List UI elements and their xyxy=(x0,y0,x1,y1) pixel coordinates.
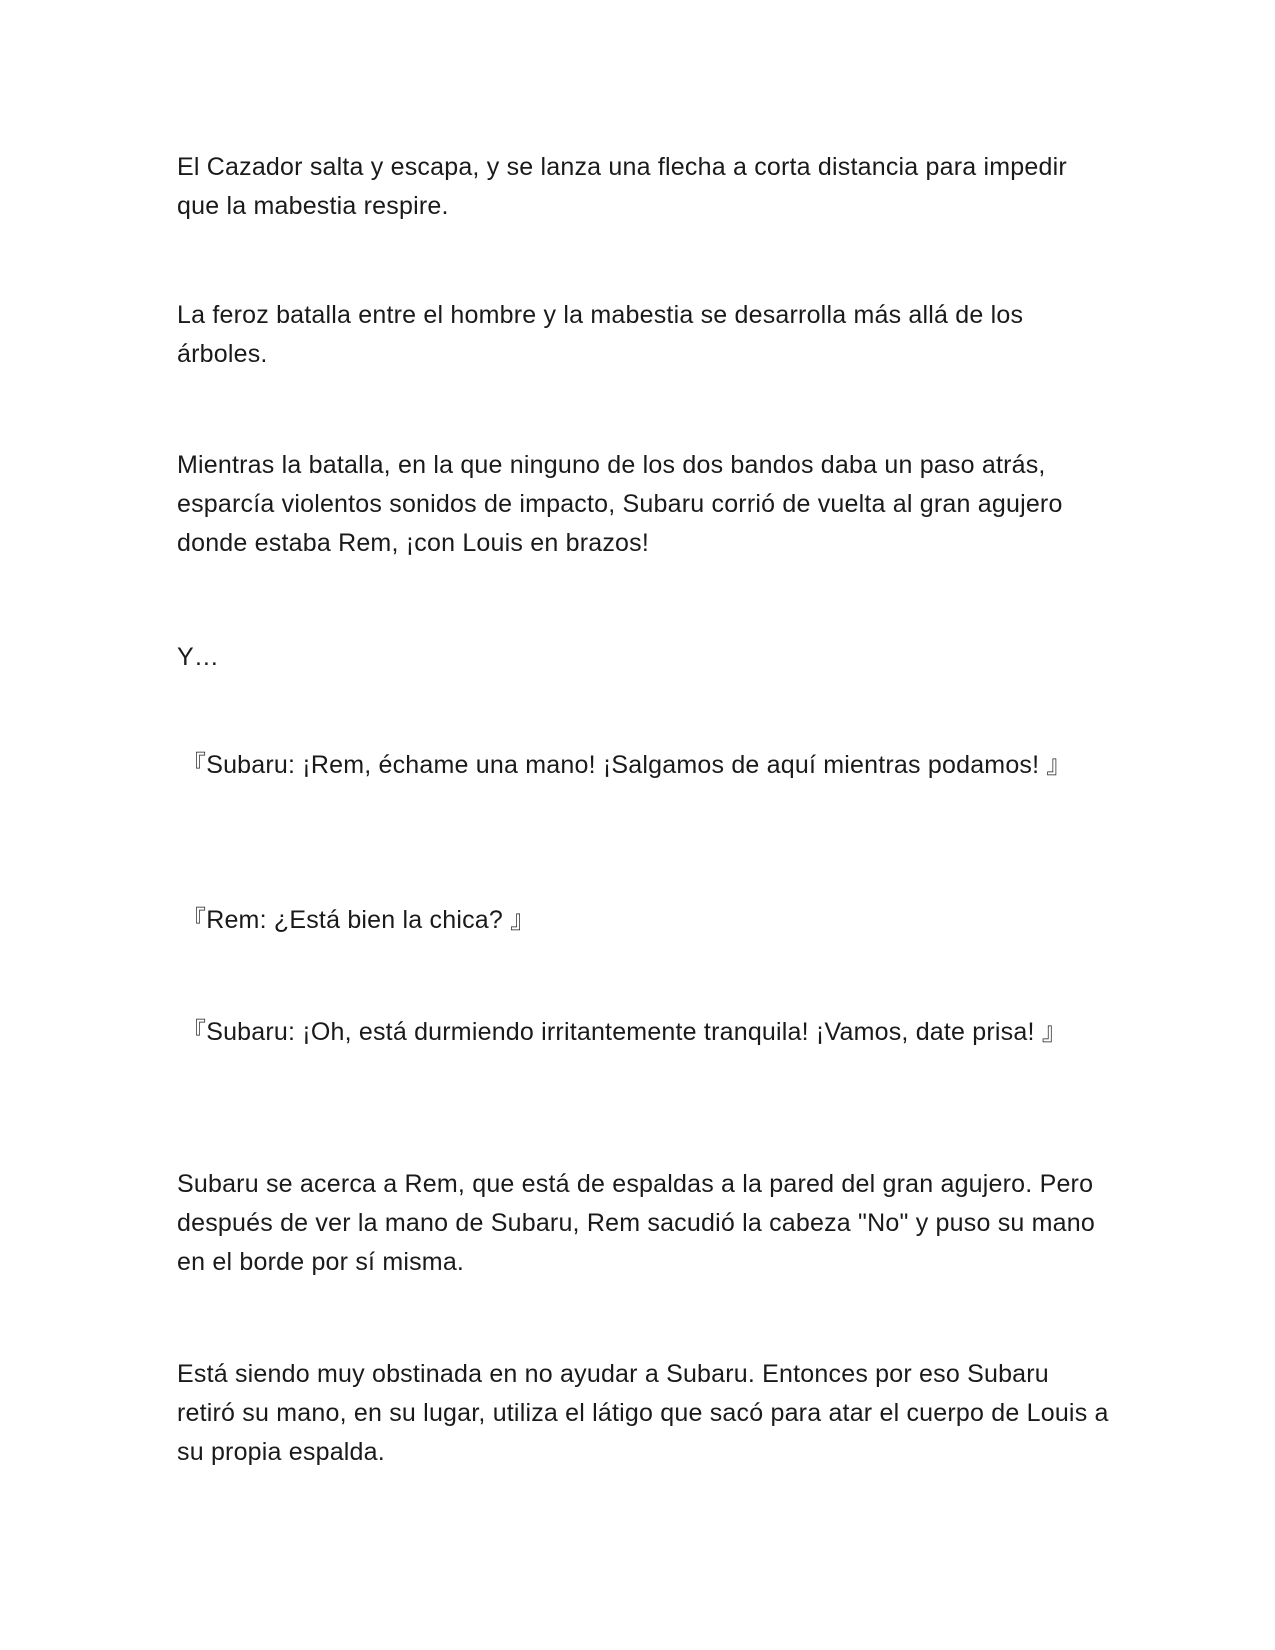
paragraph-and: Y… xyxy=(177,643,220,671)
paragraph-hunter-escapes: El Cazador salta y escapa, y se lanza una flecha a corta distancia para impedir que la mabestia respire. xyxy=(177,153,1067,220)
paragraph-subaru-runs: Mientras la batalla, en la que ninguno de los dos bandos daba un paso atrás, esparcía violentos sonidos de impacto, Subaru corrió de vuelta al gran agujero donde estaba Rem, ¡con Louis en brazos! xyxy=(177,451,1063,557)
paragraph-rem-refuses: Subaru se acerca a Rem, que está de espaldas a la pared del gran agujero. Pero después de ver la mano de Subaru, Rem sacudió la cabeza "No" y puso su mano en el borde por sí misma. xyxy=(177,1170,1095,1276)
paragraph-fierce-battle: La feroz batalla entre el hombre y la mabestia se desarrolla más allá de los árboles. xyxy=(177,301,1024,368)
dialogue-subaru-hurry: 『Subaru: ¡Oh, está durmiendo irritantemente tranquila! ¡Vamos, date prisa! 』 xyxy=(181,1018,1067,1046)
paragraph-whip-louis: Está siendo muy obstinada en no ayudar a Subaru. Entonces por eso Subaru retiró su mano, en su lugar, utiliza el látigo que sacó para atar el cuerpo de Louis a su propia espalda. xyxy=(177,1360,1109,1466)
dialogue-rem-question: 『Rem: ¿Está bien la chica? 』 xyxy=(181,906,536,934)
dialogue-subaru-help: 『Subaru: ¡Rem, échame una mano! ¡Salgamos de aquí mientras podamos! 』 xyxy=(181,751,1072,779)
